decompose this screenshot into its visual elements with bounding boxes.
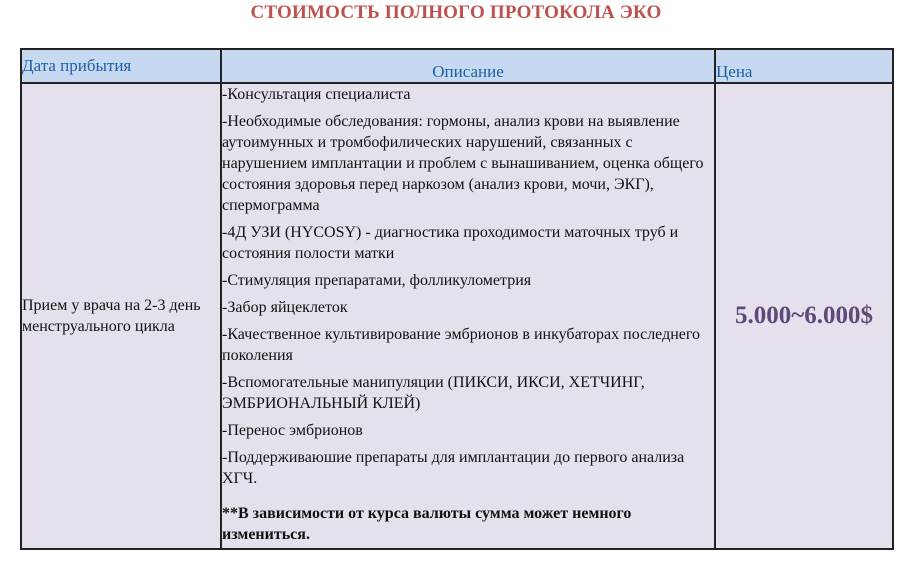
table-row: [21, 83, 893, 549]
service-item: -Перенос эмбрионов: [222, 422, 363, 439]
service-item: -Качественное культивирование эмбрионов в инкубаторах последнего поколения: [222, 326, 701, 364]
service-item: -Вспомогательные манипуляции (ПИКСИ, ИКСИ, ХЕТЧИНГ, ЭМБРИОНАЛЬНЫЙ КЛЕЙ): [222, 374, 645, 412]
service-item: -Поддерживаюшие препараты для имплантации до первого анализа ХГЧ.: [222, 449, 685, 487]
page-title: СТОИМОСТЬ ПОЛНОГО ПРОТОКОЛА ЭКО: [250, 2, 662, 23]
price-table: [20, 48, 894, 550]
service-item: -4Д УЗИ (HYCOSY) - диагностика проходимости маточных труб и состояния полости матки: [222, 224, 679, 262]
service-item: -Необходимые обследования: гормоны, анализ крови на выявление аутоимунных и тромбофилических нарушений, связанных с нарушением имплантации и проблем с вынашиванием, оценка общего состояния здоровья перед наркозом (анализ крови, мочи, ЭКГ), спермограмма: [222, 113, 704, 214]
description-cell: [221, 83, 715, 549]
currency-note: **В зависимости от курса валюты сумма может немного измениться.: [222, 505, 632, 543]
header-description: Описание: [221, 49, 715, 83]
service-item: -Забор яйцеклеток: [222, 299, 348, 316]
arrival-date-cell: Прием у врача на 2-3 день менструального цикла: [21, 83, 221, 549]
header-date: Дата прибытия: [21, 49, 221, 83]
service-item: -Стимуляция препаратами, фолликулометрия: [222, 272, 532, 289]
table-header-row: [21, 49, 893, 83]
service-item: -Консультация специалиста: [222, 86, 411, 103]
price-value: 5.000~6.000$: [715, 83, 893, 549]
header-price: Цена: [715, 49, 893, 83]
